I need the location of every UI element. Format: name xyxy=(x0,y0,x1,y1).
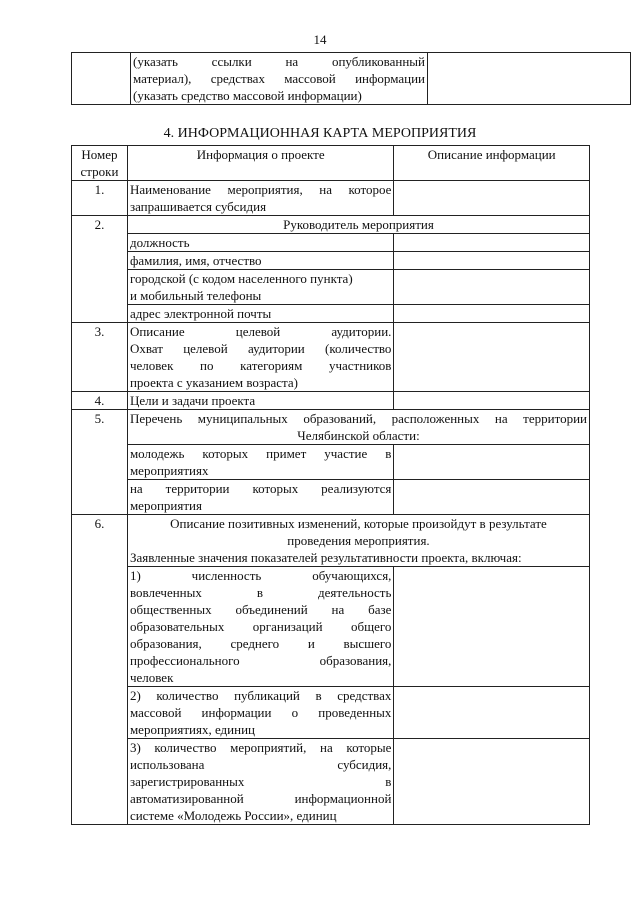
row-text: вовлеченных в деятельность xyxy=(129,585,392,600)
row-text: использована субсидия, xyxy=(129,757,392,772)
top-table-text-cell xyxy=(131,53,428,105)
row-text: запрашивается субсидия xyxy=(129,199,267,214)
row-text: человек xyxy=(129,670,174,685)
top-table xyxy=(71,52,631,105)
row-desc xyxy=(394,567,590,687)
row-text: на территории которых реализуются xyxy=(129,481,392,496)
row-text: общественных объединений на базе xyxy=(129,602,392,617)
row-text: человек по категориям участников xyxy=(129,358,392,373)
row-text: Описание целевой аудитории. xyxy=(129,324,392,339)
row-text: мероприятия xyxy=(129,498,202,513)
header-desc: Описание информации xyxy=(394,146,590,181)
header-info: Информация о проекте xyxy=(127,146,393,181)
table-row xyxy=(72,445,590,480)
row-info xyxy=(127,445,393,480)
table-row xyxy=(72,392,590,410)
row-text: Перечень муниципальных образований, расположенных на территории xyxy=(129,411,587,426)
row-desc xyxy=(394,270,590,305)
row-desc xyxy=(394,739,590,825)
row-info: должность xyxy=(127,234,393,252)
row-text: и мобильный телефоны xyxy=(129,288,262,303)
row-text: городской (с кодом населенного пункта) xyxy=(129,271,353,286)
row-text: мероприятиях, единиц xyxy=(129,722,256,737)
top-table-right-cell xyxy=(428,53,631,105)
row-desc xyxy=(394,181,590,216)
row-info xyxy=(127,739,393,825)
row-number: 3. xyxy=(72,323,128,392)
row-text: 1) численность обучающихся, xyxy=(129,568,392,583)
row-info: Цели и задачи проекта xyxy=(127,392,393,410)
header-number-line-1: Номер xyxy=(81,147,118,162)
row-number: 2. xyxy=(72,216,128,323)
row-text: мероприятиях xyxy=(129,463,209,478)
row-text: молодежь которых примет участие в xyxy=(129,446,392,461)
row-text: автоматизированной информационной xyxy=(129,791,392,806)
table-row xyxy=(72,181,590,216)
row-text: профессионального образования, xyxy=(129,653,392,668)
row-subheader xyxy=(127,410,589,445)
row-info xyxy=(127,687,393,739)
row-info: фамилия, имя, отчество xyxy=(127,252,393,270)
top-line-1: (указать ссылки на опубликованный xyxy=(133,54,425,69)
table-row xyxy=(72,305,590,323)
row-desc xyxy=(394,480,590,515)
row-text: Описание позитивных изменений, которые произойдут в результате xyxy=(170,516,547,531)
table-row xyxy=(72,515,590,567)
section-title: 4. ИНФОРМАЦИОННАЯ КАРТА МЕРОПРИЯТИЯ xyxy=(163,126,477,141)
table-header-row xyxy=(72,146,590,181)
table-row xyxy=(72,480,590,515)
table-row xyxy=(72,687,590,739)
row-text: проведения мероприятия. xyxy=(287,533,430,548)
row-number: 1. xyxy=(72,181,128,216)
top-line-2: материал), средствах массовой информации xyxy=(133,71,425,86)
table-row xyxy=(72,567,590,687)
table-row xyxy=(72,216,590,234)
row-text: 3) количество мероприятий, на которые xyxy=(129,740,392,755)
row-number: 4. xyxy=(72,392,128,410)
header-number-line-2: строки xyxy=(80,164,119,179)
row-subheader: Руководитель мероприятия xyxy=(127,216,589,234)
row-text: проекта с указанием возраста) xyxy=(129,375,298,390)
row-info xyxy=(127,480,393,515)
row-text: зарегистрированных в xyxy=(129,774,392,789)
row-text: Заявленные значения показателей результативности проекта, включая: xyxy=(129,550,522,565)
row-text: системе «Молодежь России», единиц xyxy=(129,808,337,823)
row-text: Охват целевой аудитории (количество xyxy=(129,341,392,356)
row-number: 5. xyxy=(72,410,128,515)
top-table-empty-cell xyxy=(72,53,131,105)
row-info xyxy=(127,181,393,216)
row-desc xyxy=(394,305,590,323)
table-row xyxy=(72,252,590,270)
row-desc xyxy=(394,445,590,480)
row-info xyxy=(127,323,393,392)
row-number: 6. xyxy=(72,515,128,825)
row-info xyxy=(127,567,393,687)
row-text: 2) количество публикаций в средствах xyxy=(129,688,392,703)
row-text: образовательных организаций общего xyxy=(129,619,392,634)
table-row xyxy=(72,739,590,825)
table-row xyxy=(72,234,590,252)
table-row xyxy=(72,270,590,305)
header-number xyxy=(72,146,128,181)
row-text: образования, среднего и высшего xyxy=(129,636,392,651)
row-desc xyxy=(394,392,590,410)
row-info xyxy=(127,270,393,305)
row-desc xyxy=(394,687,590,739)
row-text: Наименование мероприятия, на которое xyxy=(129,182,392,197)
page-number: 14 xyxy=(313,32,327,47)
row-info: адрес электронной почты xyxy=(127,305,393,323)
row-text: массовой информации о проведенных xyxy=(129,705,392,720)
top-line-3: (указать средство массовой информации) xyxy=(133,88,362,103)
table-row xyxy=(72,410,590,445)
row-subheader xyxy=(127,515,589,567)
row-desc xyxy=(394,252,590,270)
row-text: Челябинской области: xyxy=(297,428,420,443)
table-row xyxy=(72,323,590,392)
row-desc xyxy=(394,323,590,392)
row-desc xyxy=(394,234,590,252)
info-card-table xyxy=(71,145,590,825)
